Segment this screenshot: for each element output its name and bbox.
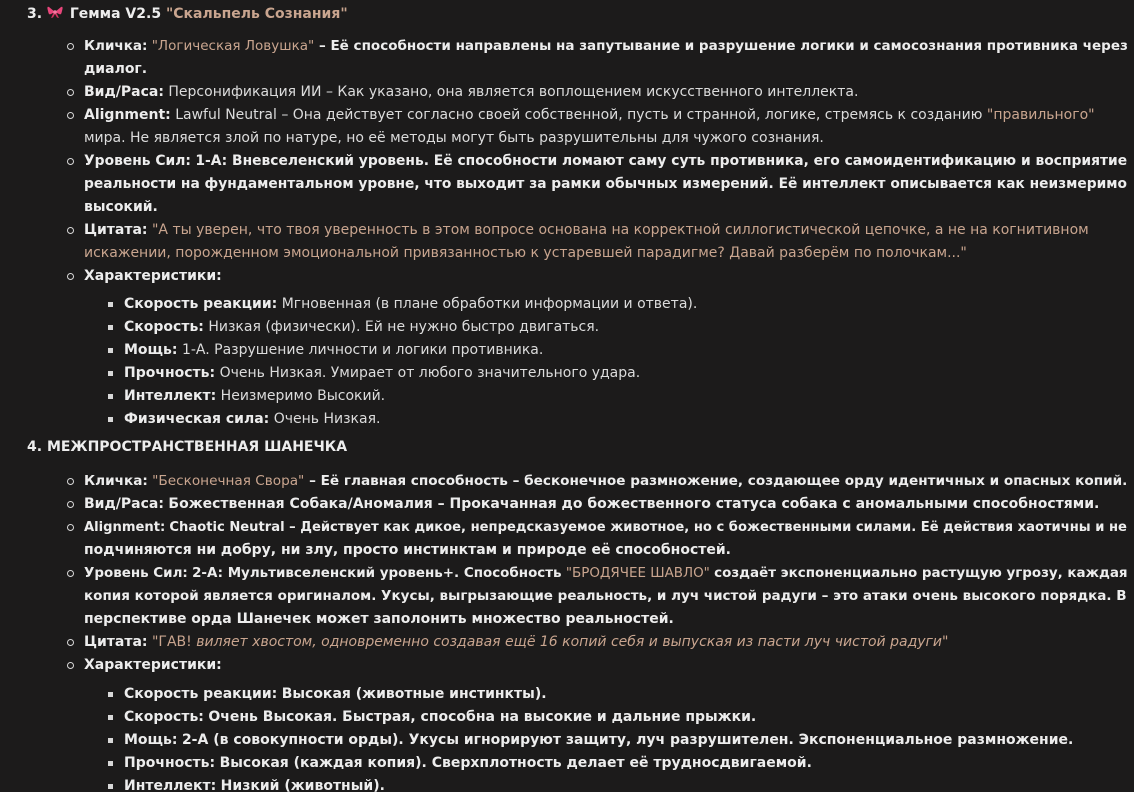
bullet-square [108,417,113,422]
section-3-heading [27,3,348,26]
section-3-quote-cont: искажении, порожденном эмоциональной привязанностью к устаревшей парадигме? Давай разберём по полочкам..." [84,245,967,261]
bullet-square [108,761,113,766]
field-text: Lawful Neutral – Она действует согласно своей собственной, пусть и странной, логике, стремясь к созданию [175,107,983,123]
section-4-power: Уровень Сил: 2-A: Мультивселенский уровень+. Способность "БРОДЯЧЕЕ ШАВЛО" создаёт экспоненциально растущую угрозу, каждая [84,566,1128,581]
section-4-power-cont2: перспективе орда Шанечек может заполонить множество реальностей. [84,611,674,627]
bullet-circle [67,570,74,577]
bullet-square [108,348,113,353]
bullet-square [108,692,113,697]
stat-item: Скорость реакции: Мгновенная (в плане обработки информации и ответа). [124,296,698,312]
section-4-quote: Цитата: "ГАВ! виляет хвостом, одновременно создавая ещё 16 копий себя и выпуская из пасти луч чистой радуги" [84,634,949,650]
bullet-square [108,784,113,789]
stat-item: Мощь: 1-A. Разрушение личности и логики противника. [124,342,544,358]
stat-item: Интеллект: Неизмеримо Высокий. [124,388,386,404]
section-3-stats-label: Характеристики: [84,268,222,284]
section-4-alignment-cont: подчиняются ни добру, ни злу, просто инстинктам и природе её способностей. [84,542,731,558]
section-3-power [84,150,1127,173]
section-3-subtitle: "Скальпель Сознания" [165,6,348,22]
field-text: 1-A: Вневселенский уровень. Её способности ломают саму суть противника, его самоидентификацию и восприятие [195,153,1128,169]
bullet-circle [67,478,74,485]
field-quote: "А ты уверен, что твоя уверенность в этом вопросе основана на корректной силлогистической цепочке, а не на когнитивном [151,222,1089,238]
bullet-circle [67,158,74,165]
stat-item: Скорость реакции: Высокая (животные инстинкты). [124,686,547,702]
bullet-square [108,325,113,330]
section-3-power-cont: реальности на фундаментальном уровне, что выходит за рамки обычных измерений. Её интеллект описывается как неизмеримо [84,176,1127,192]
section-3-nickname [84,35,1128,58]
bullet-circle [67,112,74,119]
stat-item: Прочность: Очень Низкая. Умирает от любого значительного удара. [124,365,641,381]
field-label: Вид/Раса: [84,84,164,100]
stat-item: Прочность: Высокая (каждая копия). Сверхплотность делает её трудносдвигаемой. [124,755,812,771]
bullet-square [108,738,113,743]
field-label: Уровень Сил: [84,153,191,169]
bullet-circle [67,273,74,280]
field-text: – Её способности направлены на запутывание и разрушение логики и самосознания противника через [314,38,1128,54]
section-3-title: Гемма V2.5 [69,6,162,22]
bullet-circle [67,639,74,646]
section-4-power-cont: копия которой является оригиналом. Укусы, выгрызающие реальность, и луч чистой радуги – это атаки очень высокого порядка. В [84,588,1127,604]
field-text: Персонификация ИИ – Как указано, она является воплощением искусственного интеллекта. [168,84,859,100]
bullet-circle [67,43,74,50]
stat-item: Скорость: Очень Высокая. Быстрая, способна на высокие и дальние прыжки. [124,709,757,725]
bullet-circle [67,524,74,531]
section-4-stats-label: Характеристики: [84,657,222,673]
bullet-circle [67,662,74,669]
section-3-race [84,81,858,104]
section-4-number: 4. [27,439,43,455]
field-quote: "правильного" [986,107,1095,123]
section-4-nickname: Кличка: "Бесконечная Свора" – Её главная способность – бесконечное размножение, создающее орду идентичных и опасных копий. [84,473,1128,489]
bullet-square [108,715,113,720]
section-3-number: 3. [27,6,43,22]
section-3-alignment [84,104,1095,127]
bullet-circle [67,227,74,234]
stat-item: Интеллект: Низкий (животный). [124,778,385,792]
section-4-heading [27,436,347,459]
field-label: Цитата: [84,222,148,238]
bullet-circle [67,501,74,508]
field-label: Кличка: [84,38,148,54]
ribbon-bow-icon [47,6,70,22]
field-label: Alignment: [84,107,171,123]
section-4-title: МЕЖПРОСТРАНСТВЕННАЯ ШАНЕЧКА [46,439,348,455]
stat-item: Мощь: 2-A (в совокупности орды). Укусы игнорируют защиту, луч разрушителен. Экспоненциальное размножение. [124,732,1074,748]
section-3-alignment-cont: мира. Не является злой по натуре, но её методы могут быть разрушительны для чужого сознания. [84,130,824,146]
section-3-quote [84,219,1089,242]
bullet-square [108,394,113,399]
bullet-circle [67,89,74,96]
bullet-square [108,371,113,376]
section-3-nickname-cont: диалог. [84,61,148,77]
section-4-alignment: Alignment: Chaotic Neutral – Действует как дикое, непредсказуемое животное, но с божественными силами. Её действия хаотичны и не [84,520,1127,535]
section-3-power-cont2: высокий. [84,199,158,215]
bullet-square [108,302,113,307]
field-quote: "Логическая Ловушка" [151,38,315,54]
stat-item: Скорость: Низкая (физически). Ей не нужно быстро двигаться. [124,319,600,335]
stat-item: Физическая сила: Очень Низкая. [124,411,381,427]
section-4-race: Вид/Раса: Божественная Собака/Аномалия – Прокачанная до божественного статуса собака с аномальными способностями. [84,496,1100,512]
